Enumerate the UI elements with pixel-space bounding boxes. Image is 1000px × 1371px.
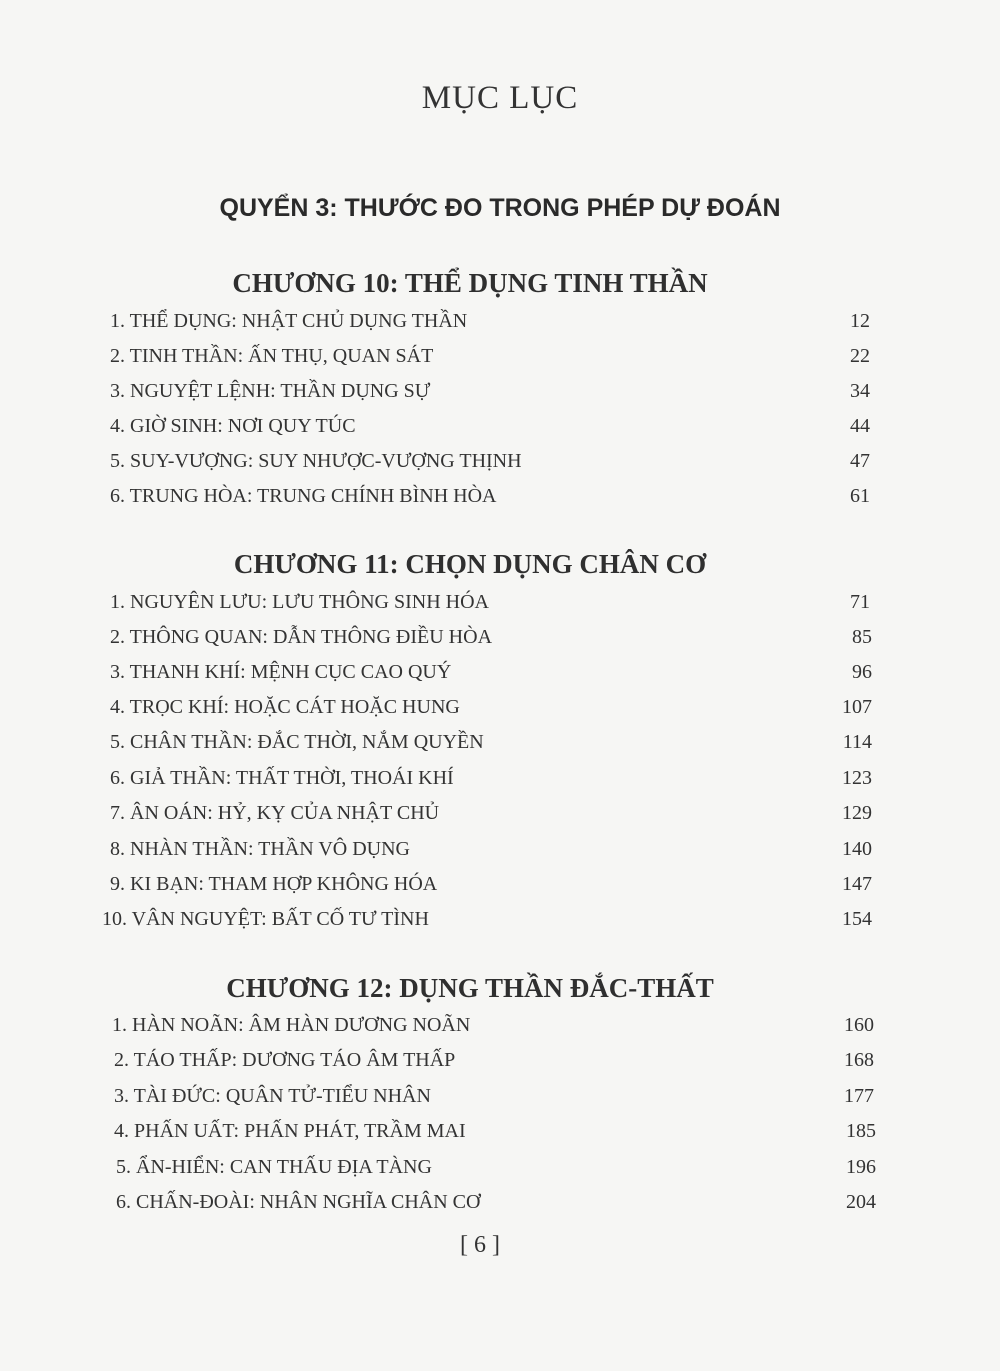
entry-label: 2. TINH THẦN: ẤN THỤ, QUAN SÁT xyxy=(110,345,434,367)
toc-entry xyxy=(110,380,870,415)
toc-entry xyxy=(110,767,872,802)
toc-entry xyxy=(110,310,870,345)
entry-page: 61 xyxy=(850,485,870,507)
toc-entry xyxy=(110,873,872,908)
toc-entry xyxy=(110,591,870,626)
entry-page: 154 xyxy=(842,908,872,930)
entry-label: 4. PHẤN UẤT: PHẤN PHÁT, TRẦM MAI xyxy=(114,1120,466,1142)
toc-entry xyxy=(110,626,872,661)
entry-label: 6. GIẢ THẦN: THẤT THỜI, THOÁI KHÍ xyxy=(110,767,454,789)
entry-label: 5. CHÂN THẦN: ĐẮC THỜI, NẮM QUYỀN xyxy=(110,731,484,753)
chapter-title: CHƯƠNG 11: CHỌN DỤNG CHÂN CƠ xyxy=(233,549,707,579)
page-title: MỤC LỤC xyxy=(421,80,579,116)
entry-label: 1. THỂ DỤNG: NHẬT CHỦ DỤNG THẦN xyxy=(110,310,468,332)
entry-page: 129 xyxy=(842,802,872,824)
entry-page: 44 xyxy=(850,415,870,437)
entry-label: 3. TÀI ĐỨC: QUÂN TỬ-TIỂU NHÂN xyxy=(114,1085,431,1107)
entry-page: 47 xyxy=(850,450,870,472)
entry-page: 85 xyxy=(852,626,872,648)
entry-page: 22 xyxy=(850,345,870,367)
book-title: QUYỂN 3: THƯỚC ĐO TRONG PHÉP DỰ ĐOÁN xyxy=(219,194,781,222)
toc-entry xyxy=(116,1191,876,1226)
entry-label: 2. TÁO THẤP: DƯƠNG TÁO ÂM THẤP xyxy=(114,1049,456,1071)
entry-label: 5. SUY-VƯỢNG: SUY NHƯỢC-VƯỢNG THỊNH xyxy=(110,450,522,472)
entry-label: 1. HÀN NOÃN: ÂM HÀN DƯƠNG NOÃN xyxy=(112,1014,471,1036)
toc-entry xyxy=(114,1049,874,1084)
toc-entry xyxy=(110,415,870,450)
entry-label: 5. ẨN-HIỂN: CAN THẤU ĐỊA TÀNG xyxy=(116,1156,432,1178)
entry-page: 196 xyxy=(846,1156,876,1178)
toc-entry xyxy=(114,1085,874,1120)
entry-page: 12 xyxy=(850,310,870,332)
toc-entry xyxy=(116,1156,876,1191)
chapter-title: CHƯƠNG 10: THỂ DỤNG TINH THẦN xyxy=(232,268,708,298)
entry-page: 185 xyxy=(846,1120,876,1142)
entry-page: 204 xyxy=(846,1191,876,1213)
entry-label: 4. TRỌC KHÍ: HOẶC CÁT HOẶC HUNG xyxy=(110,696,460,718)
toc-entry xyxy=(110,485,870,520)
entry-page: 107 xyxy=(842,696,872,718)
entry-label: 2. THÔNG QUAN: DẪN THÔNG ĐIỀU HÒA xyxy=(110,626,493,648)
entry-page: 168 xyxy=(844,1049,874,1071)
entry-label: 9. KI BẠN: THAM HỢP KHÔNG HÓA xyxy=(110,873,438,895)
entry-label: 10. VÂN NGUYỆT: BẤT CỐ TƯ TÌNH xyxy=(102,908,429,930)
entry-label: 8. NHÀN THẦN: THẦN VÔ DỤNG xyxy=(110,838,410,860)
entry-label: 6. CHẤN-ĐOÀI: NHÂN NGHĨA CHÂN CƠ xyxy=(116,1191,481,1213)
entry-label: 3. THANH KHÍ: MỆNH CỤC CAO QUÝ xyxy=(110,661,452,683)
entry-label: 6. TRUNG HÒA: TRUNG CHÍNH BÌNH HÒA xyxy=(110,485,497,507)
toc-entry xyxy=(110,838,872,873)
toc-entry xyxy=(114,1120,876,1155)
entry-page: 140 xyxy=(842,838,872,860)
entry-page: 114 xyxy=(842,731,872,753)
entry-page: 96 xyxy=(852,661,872,683)
entry-label: 1. NGUYÊN LƯU: LƯU THÔNG SINH HÓA xyxy=(110,591,489,613)
chapter-title: CHƯƠNG 12: DỤNG THẦN ĐẮC-THẤT xyxy=(226,973,714,1003)
entry-label: 7. ÂN OÁN: HỶ, KỴ CỦA NHẬT CHỦ xyxy=(110,802,440,824)
entry-page: 123 xyxy=(842,767,872,789)
toc-entry xyxy=(110,345,870,380)
toc-entry xyxy=(110,696,872,731)
entry-page: 147 xyxy=(842,873,872,895)
toc-entry xyxy=(110,450,870,485)
toc-entry xyxy=(110,802,872,837)
toc-entry xyxy=(102,908,872,943)
entry-page: 177 xyxy=(844,1085,874,1107)
entry-page: 34 xyxy=(850,380,870,402)
toc-entry xyxy=(110,661,872,696)
entry-label: 4. GIỜ SINH: NƠI QUY TÚC xyxy=(110,415,356,437)
toc-entry xyxy=(112,1014,874,1049)
toc-entry xyxy=(110,731,872,766)
entry-page: 160 xyxy=(844,1014,874,1036)
page-number: [ 6 ] xyxy=(460,1232,500,1258)
entry-page: 71 xyxy=(850,591,870,613)
entry-label: 3. NGUYỆT LỆNH: THẦN DỤNG SỰ xyxy=(110,380,431,402)
